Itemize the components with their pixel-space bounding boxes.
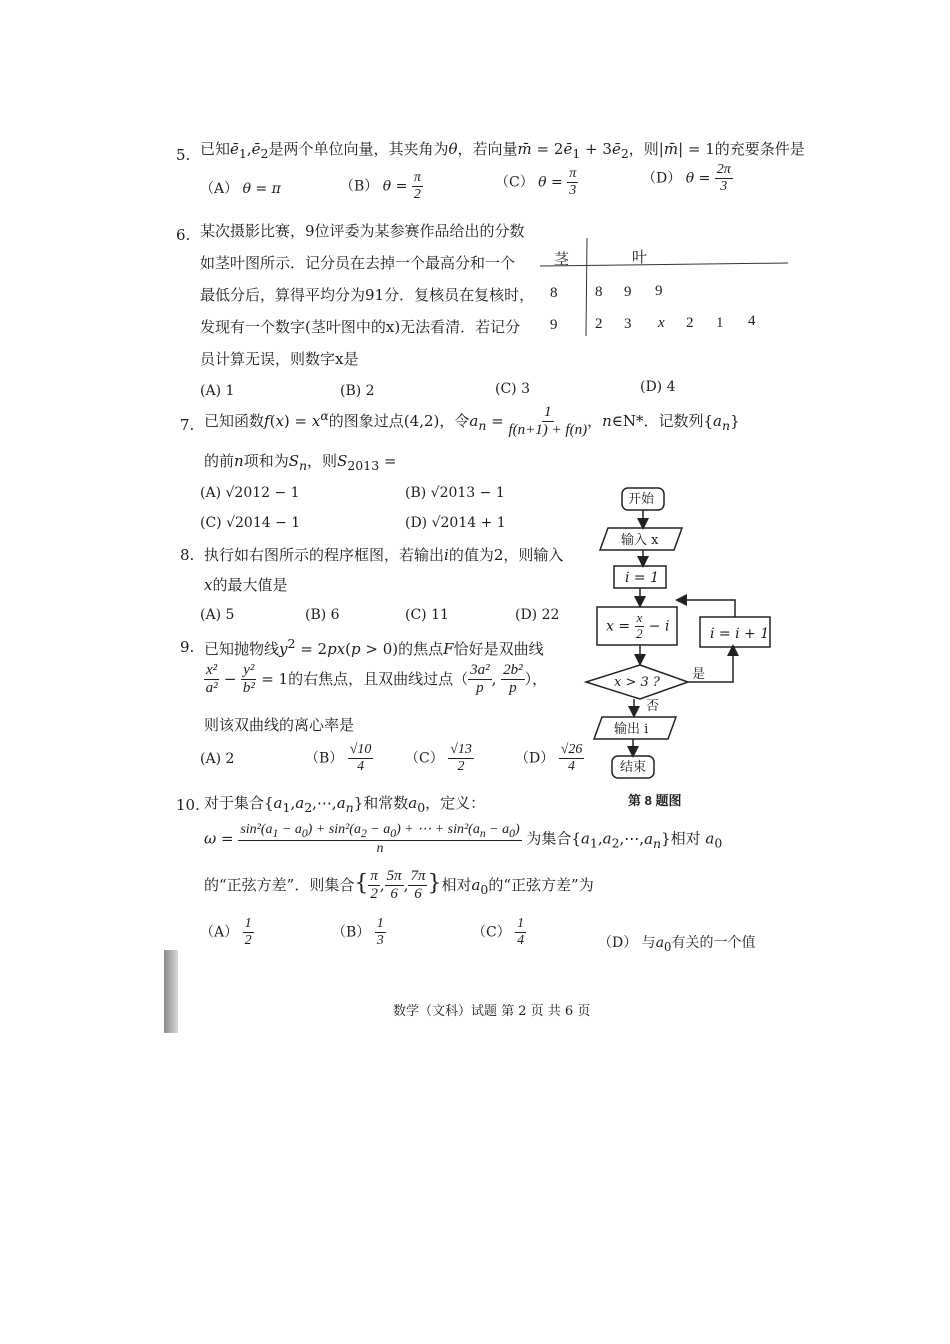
q8-number: 8. — [180, 546, 195, 564]
q9-line-3: 则该双曲线的离心率是 — [204, 716, 355, 734]
q9-line-1: 已知抛物线$y^2 = 2px(p > 0)$的焦点F恰好是双曲线 — [204, 636, 544, 658]
q5-option-c: （C） θ = $\frac{\pi}{3}$ — [495, 166, 577, 199]
q6-line-3: 最低分后，算得平均分为91分．复核员在复核时， — [200, 286, 535, 304]
q9-option-d: （D） $\frac{√26}{4}$ — [515, 742, 583, 775]
q8-line-1: 执行如右图所示的程序框图，若输出i的值为2，则输入 — [204, 546, 564, 564]
q10-line-3: 的“正弦方差”．则集合{ $\frac{\pi}{2}$ , $\frac{5\pi}{6}$ , $\frac{7\pi}{6}$ }相对$a_0$的“正弦方差”为 — [204, 868, 594, 903]
scan-shadow — [164, 950, 178, 1033]
q6-line-1: 某次摄影比赛，9位评委为某参赛作品给出的分数 — [200, 222, 525, 240]
q5-number: 5. — [176, 146, 191, 164]
q9-option-c: （C） $\frac{√13}{2}$ — [405, 742, 472, 775]
q10-option-d: （D） 与$a_0$有关的一个值 — [598, 935, 756, 954]
stem-header: 茎 — [554, 250, 570, 268]
leaf-header: 叶 — [632, 248, 648, 266]
flow-no-label: 否 — [646, 699, 660, 714]
leaf-value: 1 — [716, 315, 724, 331]
q8-line-2: x的最大值是 — [204, 576, 288, 594]
q6-option-d: (D) 4 — [640, 379, 676, 395]
q10-option-a: （A） $\frac{1}{2}$ — [200, 916, 252, 949]
q10-number: 10. — [176, 796, 200, 814]
q6-line-4: 发现有一个数字(茎叶图中的x)无法看清．若记分 — [200, 318, 521, 336]
q8-option-c: (C) 11 — [405, 607, 449, 623]
q10-option-b: （B） $\frac{1}{3}$ — [332, 916, 384, 949]
q7-number: 7. — [180, 416, 195, 434]
q8-option-b: (B) 6 — [305, 607, 340, 623]
flow-yes-label: 是 — [692, 667, 706, 682]
leaf-value: 9 — [624, 284, 632, 300]
q9-number: 9. — [180, 638, 195, 656]
flow-init-label: i = 1 — [625, 570, 660, 586]
q7-option-d: (D) √2014 + 1 — [405, 515, 506, 531]
stem-leaf-lines — [540, 238, 790, 358]
flow-input-label: 输入 x — [621, 533, 659, 548]
leaf-value: 4 — [748, 313, 756, 329]
leaf-value: 3 — [624, 316, 632, 332]
flow-assign-label: x = $\frac{x}{2}$ − i — [606, 610, 670, 641]
flow-start-label: 开始 — [628, 492, 655, 507]
q5-option-d: （D） θ = $\frac{2\pi}{3}$ — [642, 162, 731, 195]
q5-option-b: （B） θ = $\frac{\pi}{2}$ — [340, 170, 421, 203]
q10-line-1: 对于集合$\{a_1,a_2,\cdots,a_n\}$和常数$a_0$，定义： — [204, 794, 486, 815]
q6-option-b: (B) 2 — [340, 383, 375, 399]
flow-output-label: 输出 i — [614, 722, 649, 737]
q6-line-2: 如茎叶图所示．记分员在去掉一个最高分和一个 — [200, 254, 516, 272]
flow-condition-label: x > 3 ? — [614, 675, 660, 690]
q9-option-b: （B） $\frac{√10}{4}$ — [305, 742, 372, 775]
q6-number: 6. — [176, 226, 191, 244]
flow-increment-label: i = i + 1 — [710, 626, 770, 642]
q8-option-a: (A) 5 — [200, 607, 235, 623]
figure-caption: 第 8 题图 — [628, 793, 682, 808]
leaf-value: 8 — [595, 284, 603, 300]
q10-option-c: （C） $\frac{1}{4}$ — [472, 916, 525, 949]
q8-option-d: (D) 22 — [515, 607, 560, 623]
stem-leaf-plot — [540, 238, 790, 358]
q5-stem: 已知$ē_1,ē_2$是两个单位向量，其夹角为θ，若向量m̄ = $2ē_1$ + $3ē_2$，则|m̄| = 1的充要条件是 — [200, 140, 805, 161]
page-footer: 数学（文科）试题 第 2 页 共 6 页 — [393, 1004, 591, 1019]
leaf-value: 2 — [595, 316, 603, 332]
q6-line-5: 员计算无误，则数字x是 — [200, 350, 359, 368]
stem-value: 9 — [550, 317, 558, 333]
q6-option-c: (C) 3 — [495, 381, 530, 397]
leaf-value: 2 — [686, 315, 694, 331]
q5-option-a: （A） θ = π — [200, 181, 281, 197]
q7-option-c: (C) √2014 − 1 — [200, 515, 301, 531]
leaf-value-x: x — [658, 315, 665, 331]
q7-option-b: (B) √2013 − 1 — [405, 485, 505, 501]
q9-option-a: (A) 2 — [200, 751, 235, 767]
q7-option-a: (A) √2012 − 1 — [200, 485, 300, 501]
q6-option-a: (A) 1 — [200, 383, 235, 399]
q9-line-2: $\frac{\text{x²}}{\text{a²}}$ − $\frac{\text{y²}}{\text{b²}}$ = 1的右焦点，且双曲线过点（ $\frac{\text{3a²}}{p}$ , $\frac{\text{2b²}}{p}$ ）， — [205, 662, 548, 697]
leaf-value: 9 — [655, 283, 663, 299]
q10-line-2: ω = $\frac{\sin^2(a_1 - a_0) + \sin^2(a_2 - a_0) + \cdots + \sin^2(a_n - a_0)}{n}$ 为集合$\{a_1,a_2,\cdots,a_n\}$相对 $a_0$ — [204, 822, 723, 857]
flow-end-label: 结束 — [620, 760, 647, 775]
q7-line-1: 已知函数$f(x) = x^\alpha$的图象过点(4,2)，令$a_n$ = $\frac{1}{f(n+1) + f(n)}$ ，n∈N*．记数列$\{a_n\}$ — [204, 404, 740, 439]
stem-value: 8 — [550, 285, 558, 301]
q7-line-2: 的前n项和为$S_n$，则$S_{2013}$ = — [204, 452, 397, 473]
